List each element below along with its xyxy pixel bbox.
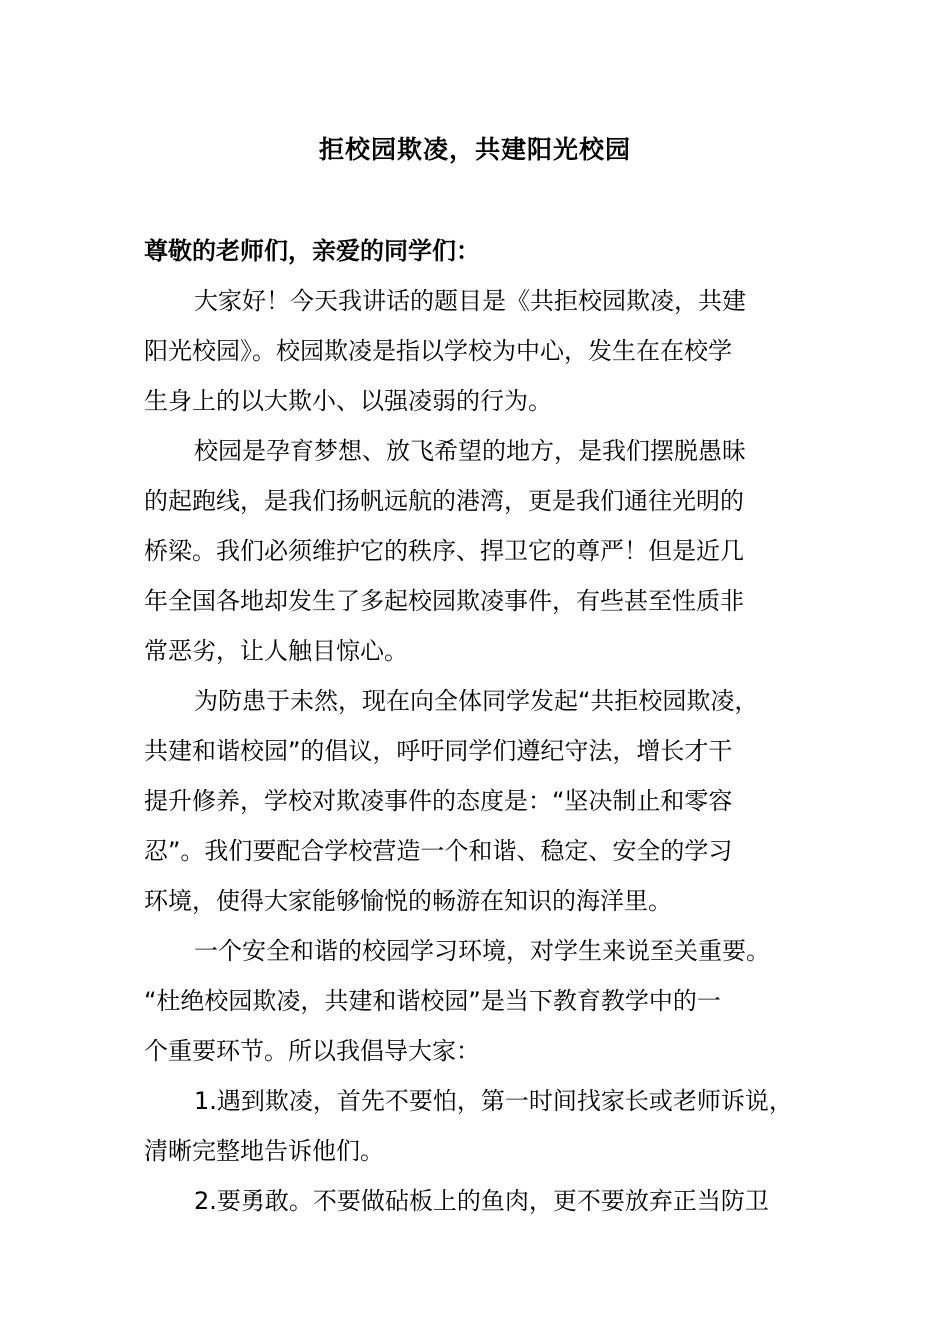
body-line: 一个安全和谐的校园学习环境，对学生来说至关重要。	[194, 937, 770, 965]
document-title: 拒校园欺凌，共建阳光校园	[318, 135, 631, 164]
body-line: 大家好！今天我讲话的题目是《共拒校园欺凌，共建	[194, 287, 746, 315]
body-line: 的起跑线，是我们扬帆远航的港湾，更是我们通往光明的	[144, 487, 744, 515]
body-line: 常恶劣，让人触目惊心。	[144, 637, 408, 665]
body-line: 忍”。我们要配合学校营造一个和谐、稳定、安全的学习	[144, 837, 733, 865]
body-line: 环境，使得大家能够愉悦的畅游在知识的海洋里。	[144, 887, 672, 915]
body-line: 个重要环节。所以我倡导大家：	[144, 1037, 480, 1065]
body-line: 年全国各地却发生了多起校园欺凌事件，有些甚至性质非	[144, 587, 744, 615]
body-line: 生身上的以大欺小、以强凌弱的行为。	[144, 387, 552, 415]
body-line: 提升修养，学校对欺凌事件的态度是：“坚决制止和零容	[144, 787, 733, 815]
body-line: 清晰完整地告诉他们。	[144, 1137, 384, 1165]
body-line: 桥梁。我们必须维护它的秩序、捍卫它的尊严！但是近几	[144, 537, 744, 565]
body-line: 校园是孕育梦想、放飞希望的地方，是我们摆脱愚昧	[194, 437, 746, 465]
body-line: 1.遇到欺凌，首先不要怕，第一时间找家长或老师诉说，	[194, 1087, 793, 1115]
body-line: 为防患于未然，现在向全体同学发起“共拒校园欺凌，	[194, 687, 759, 715]
body-line: 共建和谐校园”的倡议，呼吁同学们遵纪守法，增长才干	[144, 737, 733, 765]
body-line: “杜绝校园欺凌，共建和谐校园”是当下教育教学中的一	[144, 987, 721, 1015]
salutation: 尊敬的老师们，亲爱的同学们：	[144, 237, 480, 265]
body-line: 阳光校园》。校园欺凌是指以学校为中心，发生在在校学	[144, 337, 732, 365]
body-line: 2.要勇敢。不要做砧板上的鱼肉，更不要放弃正当防卫	[194, 1187, 769, 1215]
